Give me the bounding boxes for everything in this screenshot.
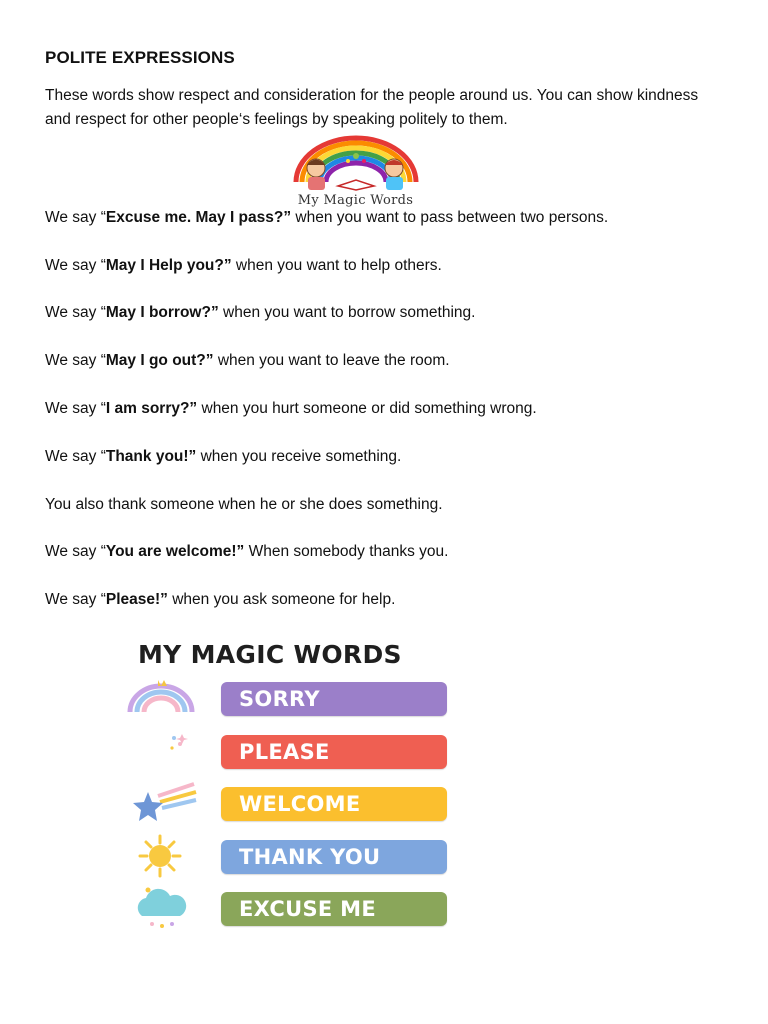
moon-icon	[122, 728, 200, 772]
magic-words-poster	[118, 636, 458, 936]
page-title: POLITE EXPRESSIONS	[45, 48, 235, 67]
word-pill-thank-you: THANK YOU	[221, 840, 447, 874]
cloud-icon	[122, 886, 200, 930]
sentence-go-out: We say “May I go out?” when you want to leave the room.	[45, 352, 450, 369]
word-pill-please: PLEASE	[221, 735, 447, 769]
logo-caption: My Magic Words	[297, 193, 414, 208]
word-pill-welcome: WELCOME	[221, 787, 447, 821]
rainbow-kids-icon	[278, 134, 433, 194]
sentence-borrow: We say “May I borrow?” when you want to borrow something.	[45, 304, 476, 321]
sentence-welcome: We say “You are welcome!” When somebody thanks you.	[45, 543, 449, 560]
sentence-excuse-me: We say “Excuse me. May I pass?” when you want to pass between two persons.	[45, 209, 609, 226]
sentence-thank-someone: You also thank someone when he or she does something.	[45, 496, 443, 513]
magic-words-logo	[278, 134, 433, 208]
rainbow-icon	[122, 676, 200, 720]
poster-title: MY MAGIC WORDS	[138, 640, 402, 669]
sentence-please: We say “Please!” when you ask someone for help.	[45, 591, 396, 608]
intro-paragraph: These words show respect and consideration for the people around us. You can show kindness and respect for other people‘s feelings by speaking politely to them.	[45, 87, 699, 128]
sun-icon	[122, 834, 200, 878]
sentence-help: We say “May I Help you?” when you want to help others.	[45, 257, 442, 274]
word-pill-sorry: SORRY	[221, 682, 447, 716]
sentence-thank-you: We say “Thank you!” when you receive something.	[45, 448, 402, 465]
word-pill-excuse-me: EXCUSE ME	[221, 892, 447, 926]
sentence-sorry: We say “I am sorry?” when you hurt someone or did something wrong.	[45, 400, 537, 417]
shooting-star-icon	[122, 782, 200, 826]
